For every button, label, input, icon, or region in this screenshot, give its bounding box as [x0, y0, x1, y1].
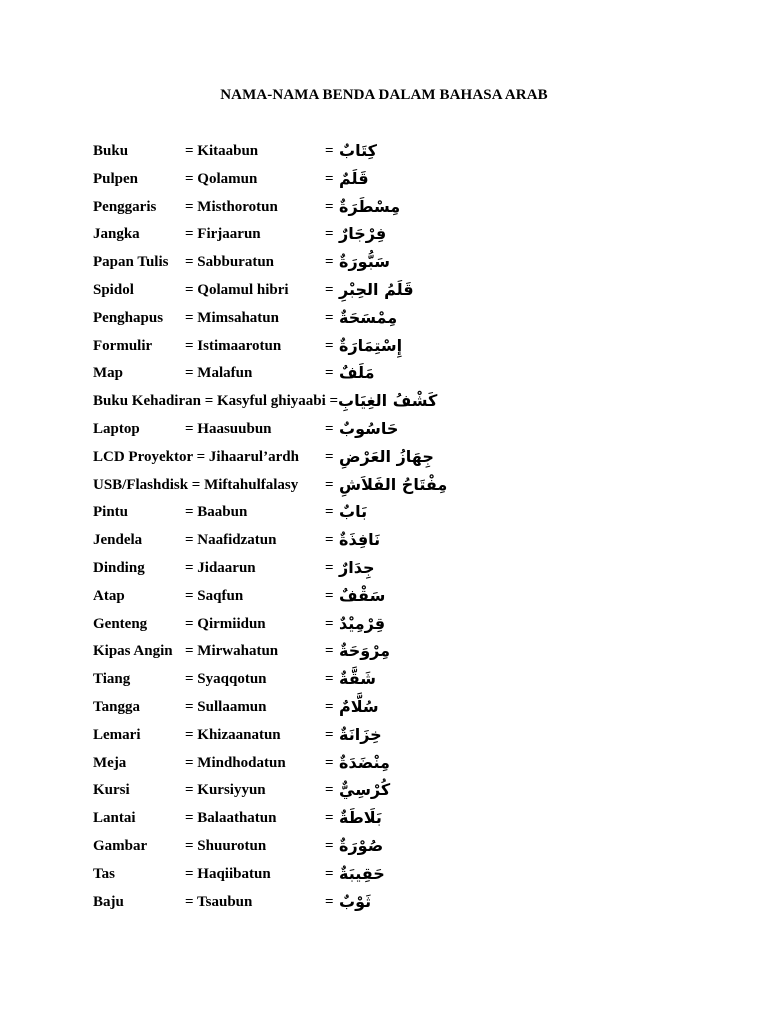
equals-sign: =: [325, 615, 334, 632]
vocab-indonesian: Laptop: [93, 420, 140, 437]
vocab-indonesian: Jendela: [93, 532, 143, 549]
vocab-transliteration: = Shuurotun: [185, 837, 267, 854]
vocab-row: [93, 807, 713, 835]
vocab-indonesian: Meja: [93, 754, 127, 771]
vocab-arabic: سَبُّورَةٌ: [339, 252, 390, 272]
vocab-indonesian: Penggaris: [93, 198, 157, 215]
vocab-indonesian: Gambar: [93, 837, 148, 854]
vocab-transliteration: = Balaathatun: [185, 810, 277, 827]
equals-sign: =: [325, 504, 334, 521]
vocab-indonesian: Pintu: [93, 504, 129, 521]
vocab-arabic: قِرْمِيْدٌ: [339, 613, 386, 633]
vocab-indonesian: LCD Proyektor = Jihaarul’ardh: [93, 448, 299, 465]
vocab-indonesian: Spidol: [93, 281, 134, 298]
vocab-arabic: مِرْوَحَةٌ: [339, 641, 391, 661]
vocab-transliteration: = Malafun: [185, 365, 253, 382]
vocab-arabic: بَلَاطَةٌ: [339, 808, 382, 828]
vocab-transliteration: = Istimaarotun: [185, 337, 282, 354]
vocab-row: [93, 196, 713, 224]
vocab-row: [93, 668, 713, 696]
vocab-row: [93, 474, 713, 502]
vocab-transliteration: = Khizaanatun: [185, 726, 281, 743]
vocab-indonesian: Formulir: [93, 337, 153, 354]
equals-sign: =: [325, 532, 334, 549]
equals-sign: =: [325, 587, 334, 604]
vocab-row: [93, 585, 713, 613]
vocab-transliteration: = Misthorotun: [185, 198, 278, 215]
vocab-transliteration: = Firjaarun: [185, 226, 261, 243]
vocab-transliteration: = Qirmiidun: [185, 615, 266, 632]
equals-sign: =: [325, 698, 334, 715]
vocab-transliteration: = Qolamul hibri: [185, 281, 289, 298]
vocab-arabic: مِمْسَحَةٌ: [339, 307, 398, 327]
equals-sign: =: [325, 643, 334, 660]
vocab-indonesian: Genteng: [93, 615, 148, 632]
vocab-arabic: حَاسُوبٌ: [339, 418, 399, 438]
vocab-transliteration: = Haasuubun: [185, 420, 272, 437]
vocab-arabic: مِفْتَاحُ الفَلاَشِ: [339, 474, 448, 494]
equals-sign: =: [325, 865, 334, 882]
vocab-arabic: فِرْجَارٌ: [339, 224, 387, 244]
vocab-indonesian: Dinding: [93, 559, 145, 576]
page-title: NAMA-NAMA BENDA DALAM BAHASA ARAB: [220, 87, 548, 103]
vocab-arabic: كَشْفُ الغِيَابِ: [338, 391, 438, 411]
vocab-transliteration: = Naafidzatun: [185, 532, 277, 549]
vocab-arabic: شَقَّةٌ: [339, 669, 376, 689]
vocab-row: [93, 613, 713, 641]
vocab-arabic: ثَوْبٌ: [339, 891, 372, 911]
equals-sign: =: [325, 281, 334, 298]
vocab-row: [93, 279, 713, 307]
vocab-row: [93, 335, 713, 363]
equals-sign: =: [325, 198, 334, 215]
vocab-combined-text: Buku Kehadiran = Kasyful ghiyaabi =: [93, 393, 339, 410]
vocab-transliteration: = Haqiibatun: [185, 865, 271, 882]
vocab-row: [93, 140, 713, 168]
vocab-transliteration: = Qolamun: [185, 170, 258, 187]
vocab-row: [93, 696, 713, 724]
vocab-row: [93, 779, 713, 807]
vocab-arabic: نَافِذَةٌ: [339, 530, 381, 550]
equals-sign: =: [325, 337, 334, 354]
vocab-indonesian: Lantai: [93, 810, 136, 827]
vocab-arabic: جِهَازُ العَرْضِ: [339, 446, 434, 466]
equals-sign: =: [325, 754, 334, 771]
vocab-row: [93, 640, 713, 668]
vocab-transliteration: = Sullaamun: [185, 698, 267, 715]
vocab-indonesian: Tiang: [93, 671, 131, 688]
vocab-row: [93, 835, 713, 863]
vocab-indonesian: Map: [93, 365, 123, 382]
equals-sign: =: [325, 893, 334, 910]
vocab-arabic: سُلَّامٌ: [339, 696, 379, 716]
equals-sign: =: [325, 837, 334, 854]
equals-sign: =: [325, 365, 334, 382]
equals-sign: =: [325, 448, 334, 465]
vocab-transliteration: = Saqfun: [185, 587, 244, 604]
vocab-arabic: قَلَمٌ: [339, 168, 369, 188]
vocab-indonesian: Jangka: [93, 226, 140, 243]
vocab-arabic: خِزَانَةٌ: [339, 724, 382, 744]
vocab-row: [93, 251, 713, 279]
vocab-arabic: إِسْتِمَارَةٌ: [339, 335, 403, 355]
equals-sign: =: [325, 226, 334, 243]
vocab-row: [93, 390, 713, 418]
vocab-arabic: حَقِيبَةٌ: [339, 863, 385, 883]
vocab-arabic: كُرْسِيٌّ: [339, 780, 391, 800]
vocab-indonesian: Penghapus: [93, 309, 164, 326]
vocab-arabic: مِسْطَرَةٌ: [339, 196, 401, 216]
vocab-transliteration: = Syaqqotun: [185, 671, 267, 688]
vocab-row: [93, 557, 713, 585]
vocab-arabic: جِدَارٌ: [339, 557, 375, 577]
equals-sign: =: [325, 170, 334, 187]
vocab-indonesian: Pulpen: [93, 170, 139, 187]
vocab-arabic: صُوْرَةٌ: [339, 835, 384, 855]
vocab-transliteration: = Mindhodatun: [185, 754, 286, 771]
equals-sign: =: [325, 559, 334, 576]
vocab-arabic: سَقْفٌ: [339, 585, 386, 605]
vocab-transliteration: = Kursiyyun: [185, 782, 266, 799]
vocab-indonesian: Baju: [93, 893, 124, 910]
vocab-indonesian: Kipas Angin: [93, 643, 173, 660]
vocab-indonesian: USB/Flashdisk = Miftahulfalasy: [93, 476, 299, 493]
vocab-arabic: كِتَابٌ: [339, 141, 377, 160]
vocab-indonesian: Tangga: [93, 698, 140, 715]
vocab-row: [93, 501, 713, 529]
vocab-arabic: مَلَفٌ: [339, 363, 375, 383]
vocab-indonesian: Atap: [93, 587, 125, 604]
vocab-row: [93, 362, 713, 390]
vocab-row: [93, 307, 713, 335]
vocab-row: [93, 529, 713, 557]
equals-sign: =: [325, 726, 334, 743]
vocab-row: [93, 724, 713, 752]
vocab-transliteration: = Kitaabun: [185, 143, 259, 159]
vocabulary-list: [93, 140, 713, 918]
vocab-arabic: بَابٌ: [339, 502, 368, 522]
vocab-indonesian: Buku: [93, 143, 129, 159]
vocab-indonesian: Kursi: [93, 782, 130, 799]
equals-sign: =: [325, 810, 334, 827]
vocab-transliteration: = Mimsahatun: [185, 309, 279, 326]
equals-sign: =: [325, 143, 334, 159]
vocab-transliteration: = Sabburatun: [185, 254, 275, 271]
vocab-row: [93, 446, 713, 474]
vocab-row: [93, 752, 713, 780]
equals-sign: =: [325, 671, 334, 688]
vocab-row: [93, 418, 713, 446]
vocab-transliteration: = Jidaarun: [185, 559, 256, 576]
vocab-arabic: قَلَمُ الحِبْرِ: [339, 279, 414, 299]
vocab-transliteration: = Baabun: [185, 504, 248, 521]
vocab-indonesian: Papan Tulis: [93, 254, 169, 271]
vocab-indonesian: Lemari: [93, 726, 141, 743]
vocab-transliteration: = Tsaubun: [185, 893, 253, 910]
vocab-row: [93, 863, 713, 891]
equals-sign: =: [325, 782, 334, 799]
equals-sign: =: [325, 309, 334, 326]
equals-sign: =: [325, 254, 334, 271]
vocab-transliteration: = Mirwahatun: [185, 643, 279, 660]
equals-sign: =: [325, 476, 334, 493]
equals-sign: =: [325, 420, 334, 437]
vocab-indonesian: Tas: [93, 865, 115, 882]
vocab-row: [93, 168, 713, 196]
vocab-arabic: مِنْضَدَةٌ: [339, 752, 390, 772]
vocab-row: [93, 891, 713, 919]
vocab-row: [93, 223, 713, 251]
